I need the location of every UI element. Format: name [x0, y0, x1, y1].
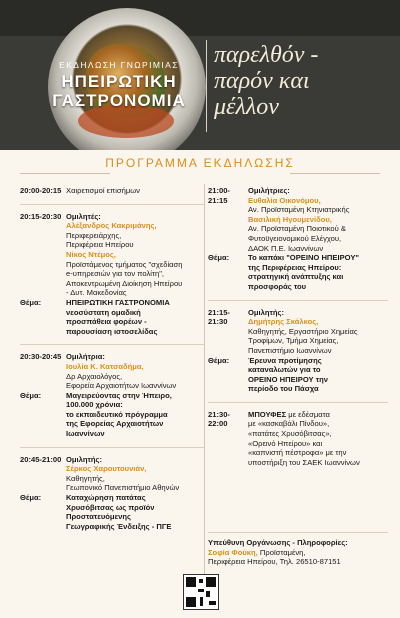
topic-label: Θέμα: [20, 493, 42, 503]
topic-text: προσφοράς του [248, 281, 307, 291]
speaker-desc: - Δυτ. Μακεδονίας [66, 288, 127, 298]
qr-code[interactable] [183, 574, 219, 610]
buffet-label: ΜΠΟΥΦΕΣ [248, 409, 287, 419]
speaker-desc: Καθηγητής, [66, 473, 105, 483]
separator [208, 402, 388, 403]
separator [208, 300, 388, 301]
contact-role: Προϊσταμένη, [259, 547, 306, 557]
speaker-desc: Εφορεία Αρχαιοτήτων Ιωαννίνων [66, 381, 177, 391]
speaker-name: Ευθαλία Οικονόμου, [248, 195, 321, 205]
time-slot: 20:00-20:15 [20, 186, 62, 195]
buffet-text: «Ορεινό Ηπείρου» και [248, 438, 323, 448]
speaker-role: Ομιλητής: [248, 307, 285, 317]
time-slot: 21:00-21:15 [208, 186, 230, 205]
topic-text: Μαγειρεύοντας στην Ήπειρο, [66, 390, 172, 400]
speaker-role: Ομιλήτριες: [248, 186, 290, 195]
speaker-desc: Αποκεντρωμένη Διοίκηση Ηπείρου [66, 278, 183, 288]
separator [20, 204, 205, 205]
time-slot: 21:15-21:30 [208, 307, 230, 327]
time-slot: 20:15-20:30 [20, 211, 62, 221]
event-eyebrow: ΕΚΔΗΛΩΣΗ ΓΝΩΡΙΜΙΑΣ [59, 60, 179, 70]
speaker-desc: Αν. Προϊσταμένη Ποιοτικού & [248, 224, 346, 234]
title-rule-right [290, 173, 380, 174]
speaker-role: Ομιλητές: [66, 211, 101, 221]
program-item [20, 455, 205, 532]
buffet-text: «καπνιστή πέστροφα» με την [248, 448, 347, 458]
event-title-line1: ΗΠΕΙΡΩΤΙΚΗ [61, 72, 177, 91]
topic-text: Προστατευόμενης [66, 512, 131, 522]
speaker-role: Ομιλητής: [66, 454, 103, 464]
speaker-desc: e-υπηρεσιών για τον πολίτη", [66, 269, 165, 279]
buffet-text: «πατάτες Χρυσόβιτσας», [248, 429, 332, 439]
topic-text: παρουσίαση ιστοσελίδας [66, 326, 158, 336]
speaker-desc: Πανεπιστήμιο Ιωαννίνων [248, 345, 332, 355]
topic-label: Θέμα: [208, 355, 230, 365]
subtitle-line: μέλλον [214, 94, 279, 120]
topic-text: Καταχώρηση πατάτας [66, 493, 146, 503]
topic-text: Έρευνα προτίμησης [248, 355, 322, 365]
topic-text: 100.000 χρόνια: [66, 400, 123, 410]
program-item [208, 410, 388, 468]
contact-org: Περιφέρεια Ηπείρου, Τηλ. 26510-87151 [208, 557, 341, 567]
speaker-desc: Περιφέρεια Ηπείρου [66, 240, 134, 250]
header-top-strip [0, 0, 400, 36]
speaker-desc: ΔΑΟΚ Π.Ε. Ιωαννίνων [248, 243, 324, 253]
speaker-desc: Καθηγητής, Εργαστήριο Χημείας [248, 326, 358, 336]
separator [208, 532, 388, 533]
topic-text: Χρυσόβιτσας ως προϊόν [66, 502, 155, 512]
buffet-text: με εδέσματα [288, 409, 330, 419]
subtitle-line: παρελθόν - [214, 42, 319, 68]
speaker-name: Νίκος Ντέμος, [66, 249, 116, 259]
topic-text: νεοσύστατη ομαδική [66, 307, 141, 317]
program-right-column [208, 186, 388, 475]
time-slot: 21:30-22:00 [208, 409, 230, 429]
speaker-desc: Αν. Προϊσταμένη Κτηνιατρικής [248, 205, 350, 215]
speaker-desc: Φυτοϋγειονομικού Ελέγχου, [248, 233, 342, 243]
speaker-desc: Τροφίμων, Τμήμα Χημείας, [248, 336, 339, 346]
contact-heading: Υπεύθυνη Οργάνωσης - Πληροφορίες: [208, 538, 348, 547]
program-item [20, 186, 205, 196]
event-subtitle [214, 42, 394, 120]
topic-text: Το καπάκι "ΟΡΕΙΝΟ ΗΠΕΙΡΟΥ" [248, 253, 360, 263]
separator [20, 344, 205, 345]
topic-label: Θέμα: [208, 253, 230, 263]
speaker-name: Αλέξανδρος Κακριμάνης, [66, 221, 157, 231]
topic-text: καταναλωτών για το [248, 365, 321, 375]
speaker-role: Ομιλήτρια: [66, 352, 105, 362]
contact-info [208, 532, 388, 567]
topic-text: το εκπαιδευτικό πρόγραμμα [66, 409, 168, 419]
topic-text: ΟΡΕΙΝΟ ΗΠΕΙΡΟΥ την [248, 374, 328, 384]
program-item [208, 308, 388, 394]
program-item [208, 186, 388, 292]
topic-text: περίοδο του Πάσχα [248, 384, 319, 394]
buffet-text: υποστήριξη του ΣΑΕΚ Ιωαννίνων [248, 457, 360, 467]
speaker-desc: Γεωπονικό Πανεπιστήμιο Αθηνών [66, 483, 180, 493]
topic-label: Θέμα: [20, 297, 42, 307]
speaker-name: Ιουλία Κ. Κατσαδήμα, [66, 361, 144, 371]
speaker-name: Βασιλική Ηγουμενίδου, [248, 214, 332, 224]
topic-label: Θέμα: [20, 390, 42, 400]
item-text: Χαιρετισμοί επισήμων [66, 186, 140, 195]
speaker-name: Δημήτρης Σκάλκος, [248, 317, 319, 327]
program-item [20, 212, 205, 337]
column-divider [204, 184, 205, 609]
topic-text: της Περιφέρειας Ηπείρου: [248, 262, 342, 272]
event-title-line2: ΓΑΣΤΡΟΝΟΜΙΑ [52, 91, 186, 110]
program-left-column [20, 186, 205, 539]
header-banner [0, 0, 400, 150]
topic-text: προσπάθεια φορέων - [66, 317, 147, 327]
topic-text: της Εφορείας Αρχαιοτήτων [66, 419, 164, 429]
header-divider [206, 40, 207, 132]
speaker-desc: Περιφερειάρχης, [66, 230, 122, 240]
program-title: ΠΡΟΓΡΑΜΜΑ ΕΚΔΗΛΩΣΗΣ [105, 156, 295, 170]
topic-text: ΗΠΕΙΡΩΤΙΚΗ ΓΑΣΤΡΟΝΟΜΙΑ [66, 297, 170, 307]
title-rule-left [20, 173, 110, 174]
time-slot: 20:30-20:45 [20, 352, 62, 362]
separator [20, 447, 205, 448]
speaker-desc: Προϊστάμενος τμήματος "σχεδίαση [66, 259, 183, 269]
buffet-text: με «κασκαβάλι Πίνδου», [248, 419, 330, 429]
topic-text: Γεωγραφικής Ένδειξης - ΠΓΕ [66, 521, 172, 531]
time-slot: 20:45-21:00 [20, 454, 62, 464]
topic-text: Ιωαννίνων [66, 429, 105, 439]
subtitle-line: παρόν και [214, 68, 310, 94]
speaker-name: Σέρκος Χαρουτουνιάν, [66, 464, 147, 474]
topic-text: στρατηγική ανάπτυξης και [248, 272, 344, 282]
event-title-block [24, 60, 214, 110]
program-item [20, 352, 205, 438]
contact-name: Σοφία Φούκη, [208, 547, 258, 557]
speaker-desc: Δρ Αρχαιολόγος, [66, 371, 123, 381]
